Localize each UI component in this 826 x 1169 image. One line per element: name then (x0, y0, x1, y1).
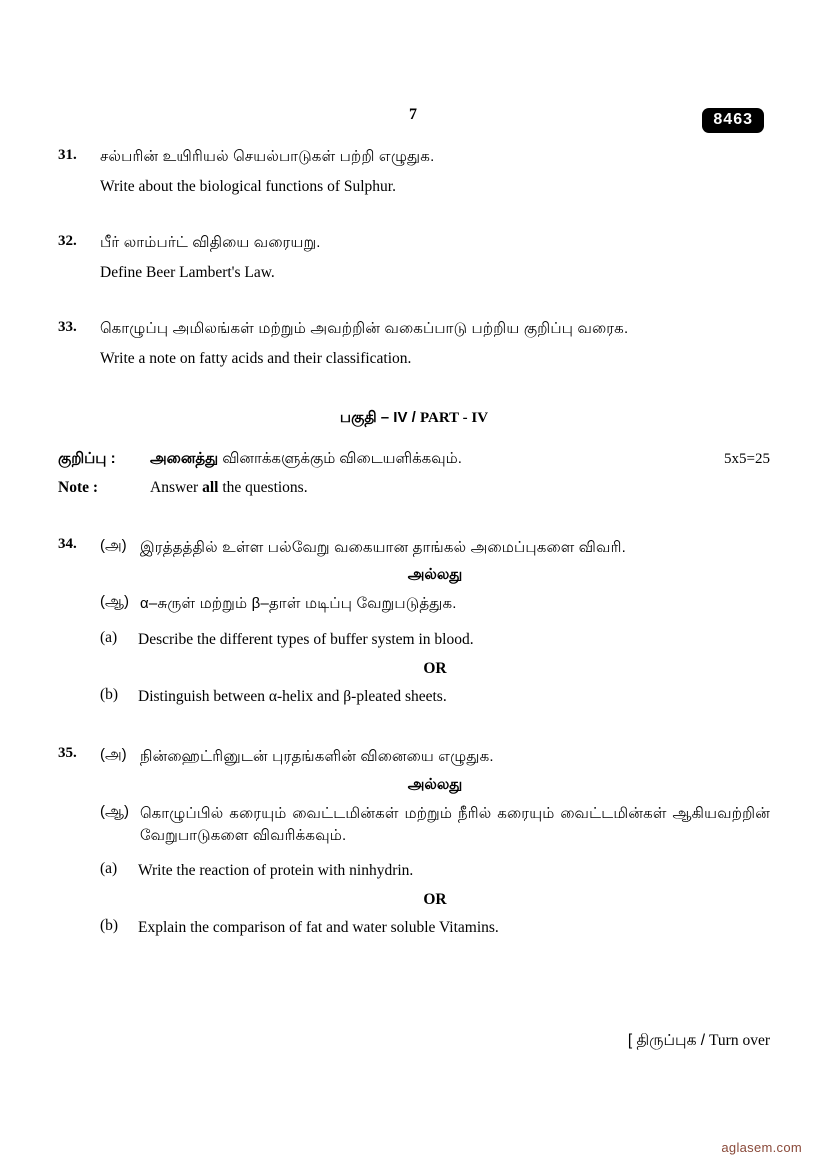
or-separator-english: OR (423, 659, 447, 677)
watermark: aglasem.com (721, 1140, 802, 1155)
part-heading-tamil: பகுதி – IV / (339, 408, 416, 426)
note-emphasis-english: all (202, 478, 219, 496)
question-number: 33. (58, 319, 77, 336)
sub-text-tamil-b: கொழுப்பில் கரையும் வைட்டமின்கள் மற்றும் நீரில் கரையும் வைட்டமின்கள் ஆகியவற்றின் வேறுபாடுகளை விவரிக்கவும். (140, 804, 770, 844)
turn-over-note (628, 1032, 770, 1051)
page-number: 7 (409, 106, 417, 123)
sub-text-english-a: Write the reaction of protein with ninhydrin. (138, 862, 414, 880)
sub-label-english-a: (a) (100, 629, 118, 647)
note-text-english (150, 479, 770, 497)
turn-over-english: Turn over (708, 1032, 770, 1049)
part-heading (58, 409, 770, 428)
note-label-english: Note : (58, 478, 99, 496)
note-row-tamil (58, 450, 770, 469)
question-number: 32. (58, 233, 77, 250)
or-separator-english: OR (423, 890, 447, 908)
question-33 (58, 318, 770, 370)
sub-label-tamil-a: (அ) (100, 746, 127, 764)
note-pre-english: Answer (150, 478, 203, 496)
question-35 (58, 744, 770, 939)
question-text-english: Define Beer Lambert's Law. (100, 263, 275, 281)
sub-text-english-b: Explain the comparison of fat and water soluble Vitamins. (138, 918, 499, 936)
question-text-tamil: பீர் லாம்பர்ட் விதியை வரையறு. (100, 234, 321, 252)
question-number: 31. (58, 147, 77, 163)
question-text-tamil: கொழுப்பு அமிலங்கள் மற்றும் அவற்றின் வகைப்பாடு பற்றிய குறிப்பு வரைக. (100, 320, 629, 338)
question-34 (58, 535, 770, 708)
question-number: 34. (58, 535, 77, 552)
or-separator-tamil: அல்லது (407, 566, 463, 584)
question-text-tamil: சல்பரின் உயிரியல் செயல்பாடுகள் பற்றி எழுதுக. (100, 148, 435, 165)
question-31 (58, 146, 770, 198)
note-emphasis-tamil: அனைத்து (150, 449, 219, 467)
note-label-tamil: குறிப்பு : (58, 449, 116, 467)
sub-text-english-a: Describe the different types of buffer system in blood. (138, 631, 474, 649)
marks-allocation: 5x5=25 (724, 450, 770, 467)
sub-text-tamil-b: α–சுருள் மற்றும் β–தாள் மடிப்பு வேறுபடுத்துக. (140, 595, 457, 613)
turn-over-tamil: [ திருப்புக / (627, 1032, 706, 1049)
sub-text-tamil-a: நின்ஹைட்ரினுடன் புரதங்களின் வினையை எழுதுக. (140, 748, 494, 766)
sub-text-tamil-a: இரத்தத்தில் உள்ள பல்வேறு வகையான தாங்கல் அமைப்புகளை விவரி. (140, 538, 626, 556)
sub-label-tamil-b: (ஆ) (100, 593, 129, 611)
question-number: 35. (58, 745, 77, 762)
sub-label-english-a: (a) (100, 860, 118, 878)
question-text-english: Write about the biological functions of Sulphur. (100, 177, 396, 195)
note-post-english: the questions. (218, 478, 308, 496)
note-row-english (58, 479, 770, 497)
exam-code-badge: 8463 (702, 108, 764, 133)
paper-content (58, 146, 770, 939)
sub-label-english-b: (b) (100, 685, 119, 703)
sub-label-tamil-a: (அ) (100, 536, 127, 554)
sub-text-english-b: Distinguish between α-helix and β-pleated sheets. (138, 687, 447, 705)
sub-label-english-b: (b) (100, 916, 119, 934)
question-text-english: Write a note on fatty acids and their classification. (100, 350, 412, 368)
or-separator-tamil: அல்லது (407, 775, 463, 793)
note-rest-tamil: வினாக்களுக்கும் விடையளிக்கவும். (218, 449, 462, 467)
part-heading-english: PART - IV (419, 409, 489, 426)
question-32 (58, 232, 770, 284)
sub-label-tamil-b: (ஆ) (100, 802, 129, 820)
note-text-tamil (150, 450, 770, 469)
